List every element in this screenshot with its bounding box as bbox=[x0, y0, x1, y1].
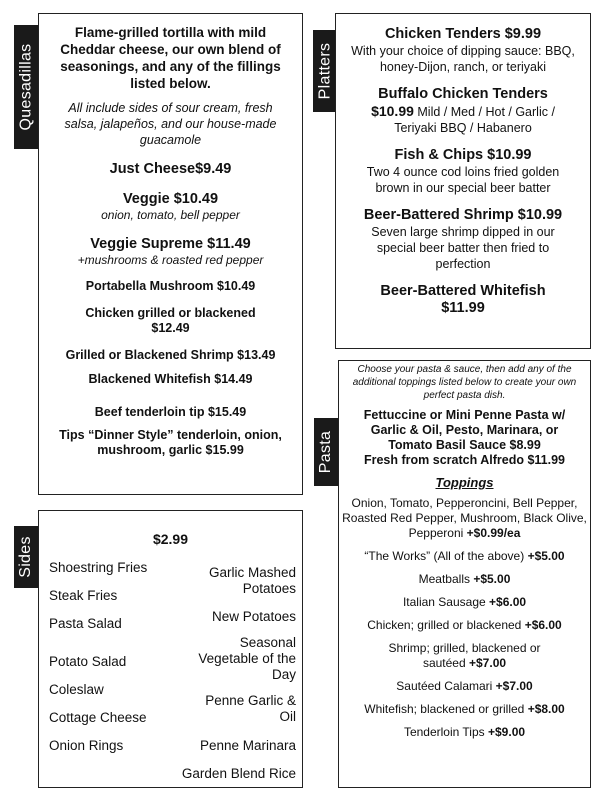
pasta-section bbox=[338, 360, 591, 788]
side-item-pasta-salad: Pasta Salad bbox=[49, 616, 122, 631]
pasta-topping-meatballs-text: Meatballs bbox=[418, 572, 470, 586]
platter-buffalo-tenders-title: Buffalo Chicken Tenders bbox=[378, 86, 548, 102]
pasta-topping-meatballs-price: +$5.00 bbox=[473, 572, 511, 586]
pasta-toppings-heading: Toppings bbox=[435, 475, 494, 490]
quesadillas-intro: Flame-grilled tortilla with mild Cheddar cheese, our own blend of seasonings, and any of the fillings listed below. bbox=[60, 25, 281, 91]
pasta-topping-tenderloin-text: Tenderloin Tips bbox=[403, 725, 485, 739]
side-item-steak-fries: Steak Fries bbox=[49, 588, 118, 603]
quesadillas-tab bbox=[14, 25, 38, 149]
pasta-topping-whitefish-text: Whitefish; blackened or grilled bbox=[364, 702, 525, 716]
pasta-topping-shrimp bbox=[339, 641, 590, 671]
side-item-garden-blend-rice: Garden Blend Rice bbox=[181, 766, 296, 781]
pasta-topping-veggies-text: Onion, Tomato, Pepperoncini, Bell Pepper, Roasted Red Pepper, Mushroom, Black Olive, Pepperoni bbox=[342, 496, 587, 540]
pasta-tab bbox=[314, 418, 338, 486]
side-item-shoestring-fries: Shoestring Fries bbox=[49, 560, 148, 575]
sides-tab bbox=[14, 526, 38, 588]
sides-section bbox=[38, 510, 303, 788]
platter-shrimp-title: Beer-Battered Shrimp $10.99 bbox=[363, 207, 563, 223]
quesadilla-item-beef-tenderloin: Beef tenderloin tip $15.49 bbox=[94, 405, 247, 419]
pasta-topping-shrimp-text: Shrimp; grilled, blackened or sautéed bbox=[388, 641, 541, 670]
platter-chicken-tenders-desc: With your choice of dipping sauce: BBQ, honey-Dijon, ranch, or teriyaki bbox=[351, 44, 575, 74]
quesadilla-item-veggie-supreme: Veggie Supreme $11.49 bbox=[90, 236, 251, 252]
pasta-tab-label: Pasta bbox=[317, 430, 335, 474]
pasta-topping-works-text: “The Works” (All of the above) bbox=[364, 549, 525, 563]
sides-price: $2.99 bbox=[152, 531, 189, 547]
quesadilla-item-dinner-style: Tips “Dinner Style” tenderloin, onion, mushroom, garlic $15.99 bbox=[59, 428, 282, 457]
quesadilla-item-portabella: Portabella Mushroom $10.49 bbox=[85, 279, 256, 293]
pasta-topping-sausage-price: +$6.00 bbox=[489, 595, 527, 609]
side-item-penne-garlic-oil: Penne Garlic & Oil bbox=[205, 693, 296, 724]
side-item-cottage-cheese: Cottage Cheese bbox=[49, 710, 147, 725]
platter-buffalo-tenders-desc: Mild / Med / Hot / Garlic / Teriyaki BBQ / Habanero bbox=[394, 105, 555, 135]
pasta-topping-calamari-price: +$7.00 bbox=[495, 679, 533, 693]
pasta-alfredo: Fresh from scratch Alfredo $11.99 bbox=[363, 453, 565, 467]
pasta-topping-tenderloin bbox=[339, 725, 590, 740]
side-item-onion-rings: Onion Rings bbox=[49, 738, 124, 753]
pasta-base: Fettuccine or Mini Penne Pasta w/ Garlic & Oil, Pesto, Marinara, or Tomato Basil Sauce $8.99 bbox=[363, 408, 566, 452]
quesadilla-item-veggie: Veggie $10.49 bbox=[122, 191, 219, 207]
pasta-topping-veggies-price: +$0.99/ea bbox=[466, 526, 521, 540]
side-item-penne-marinara: Penne Marinara bbox=[199, 738, 296, 753]
side-item-potato-salad: Potato Salad bbox=[49, 654, 127, 669]
pasta-topping-sausage bbox=[339, 595, 590, 610]
platter-fish-chips-desc: Two 4 ounce cod loins fried golden brown in our special beer batter bbox=[366, 165, 560, 195]
side-item-new-potatoes: New Potatoes bbox=[211, 609, 296, 624]
pasta-topping-calamari bbox=[339, 679, 590, 694]
sides-tab-label: Sides bbox=[17, 536, 34, 578]
platter-chicken-tenders-title: Chicken Tenders $9.99 bbox=[384, 26, 542, 42]
platter-buffalo-tenders-price: $10.99 bbox=[371, 103, 414, 119]
platters-tab bbox=[313, 30, 337, 112]
pasta-topping-whitefish-price: +$8.00 bbox=[527, 702, 565, 716]
pasta-topping-works bbox=[339, 549, 590, 564]
quesadillas-tab-label: Quesadillas bbox=[17, 43, 34, 131]
platter-fish-chips-title: Fish & Chips $10.99 bbox=[394, 147, 532, 163]
pasta-topping-whitefish bbox=[339, 702, 590, 717]
pasta-topping-chicken-text: Chicken; grilled or blackened bbox=[367, 618, 522, 632]
quesadilla-item-veggie-desc: onion, tomato, bell pepper bbox=[101, 208, 240, 222]
pasta-note: Choose your pasta & sauce, then add any of the additional toppings listed below to create your own perfect pasta dish. bbox=[352, 364, 577, 401]
quesadilla-item-shrimp: Grilled or Blackened Shrimp $13.49 bbox=[65, 348, 276, 362]
pasta-topping-calamari-text: Sautéed Calamari bbox=[396, 679, 493, 693]
pasta-topping-meatballs bbox=[339, 572, 590, 587]
pasta-topping-tenderloin-price: +$9.00 bbox=[488, 725, 526, 739]
quesadillas-note: All include sides of sour cream, fresh salsa, jalapeños, and our house-made guacamole bbox=[64, 101, 277, 147]
side-item-seasonal-vegetable: Seasonal Vegetable of the Day bbox=[198, 635, 296, 682]
platters-section bbox=[335, 13, 591, 349]
platter-whitefish-title: Beer-Battered Whitefish $11.99 bbox=[380, 283, 546, 316]
quesadilla-item-veggie-supreme-desc: +mushrooms & roasted red pepper bbox=[77, 253, 264, 267]
pasta-topping-works-price: +$5.00 bbox=[527, 549, 565, 563]
pasta-topping-veggies bbox=[339, 496, 590, 541]
quesadilla-item-chicken: Chicken grilled or blackened $12.49 bbox=[85, 306, 256, 335]
side-item-coleslaw: Coleslaw bbox=[49, 682, 104, 697]
platter-shrimp-desc: Seven large shrimp dipped in our special beer batter then fried to perfection bbox=[371, 225, 555, 271]
pasta-topping-shrimp-price: +$7.00 bbox=[469, 656, 507, 670]
quesadilla-item-just-cheese: Just Cheese$9.49 bbox=[109, 161, 232, 177]
quesadillas-section bbox=[38, 13, 303, 495]
pasta-topping-sausage-text: Italian Sausage bbox=[402, 595, 486, 609]
platter-buffalo-tenders-line bbox=[336, 103, 590, 136]
side-item-garlic-mashed: Garlic Mashed Potatoes bbox=[208, 565, 296, 596]
quesadilla-item-whitefish: Blackened Whitefish $14.49 bbox=[88, 372, 253, 386]
platters-tab-label: Platters bbox=[316, 42, 333, 100]
pasta-topping-chicken bbox=[339, 618, 590, 633]
pasta-topping-chicken-price: +$6.00 bbox=[524, 618, 562, 632]
